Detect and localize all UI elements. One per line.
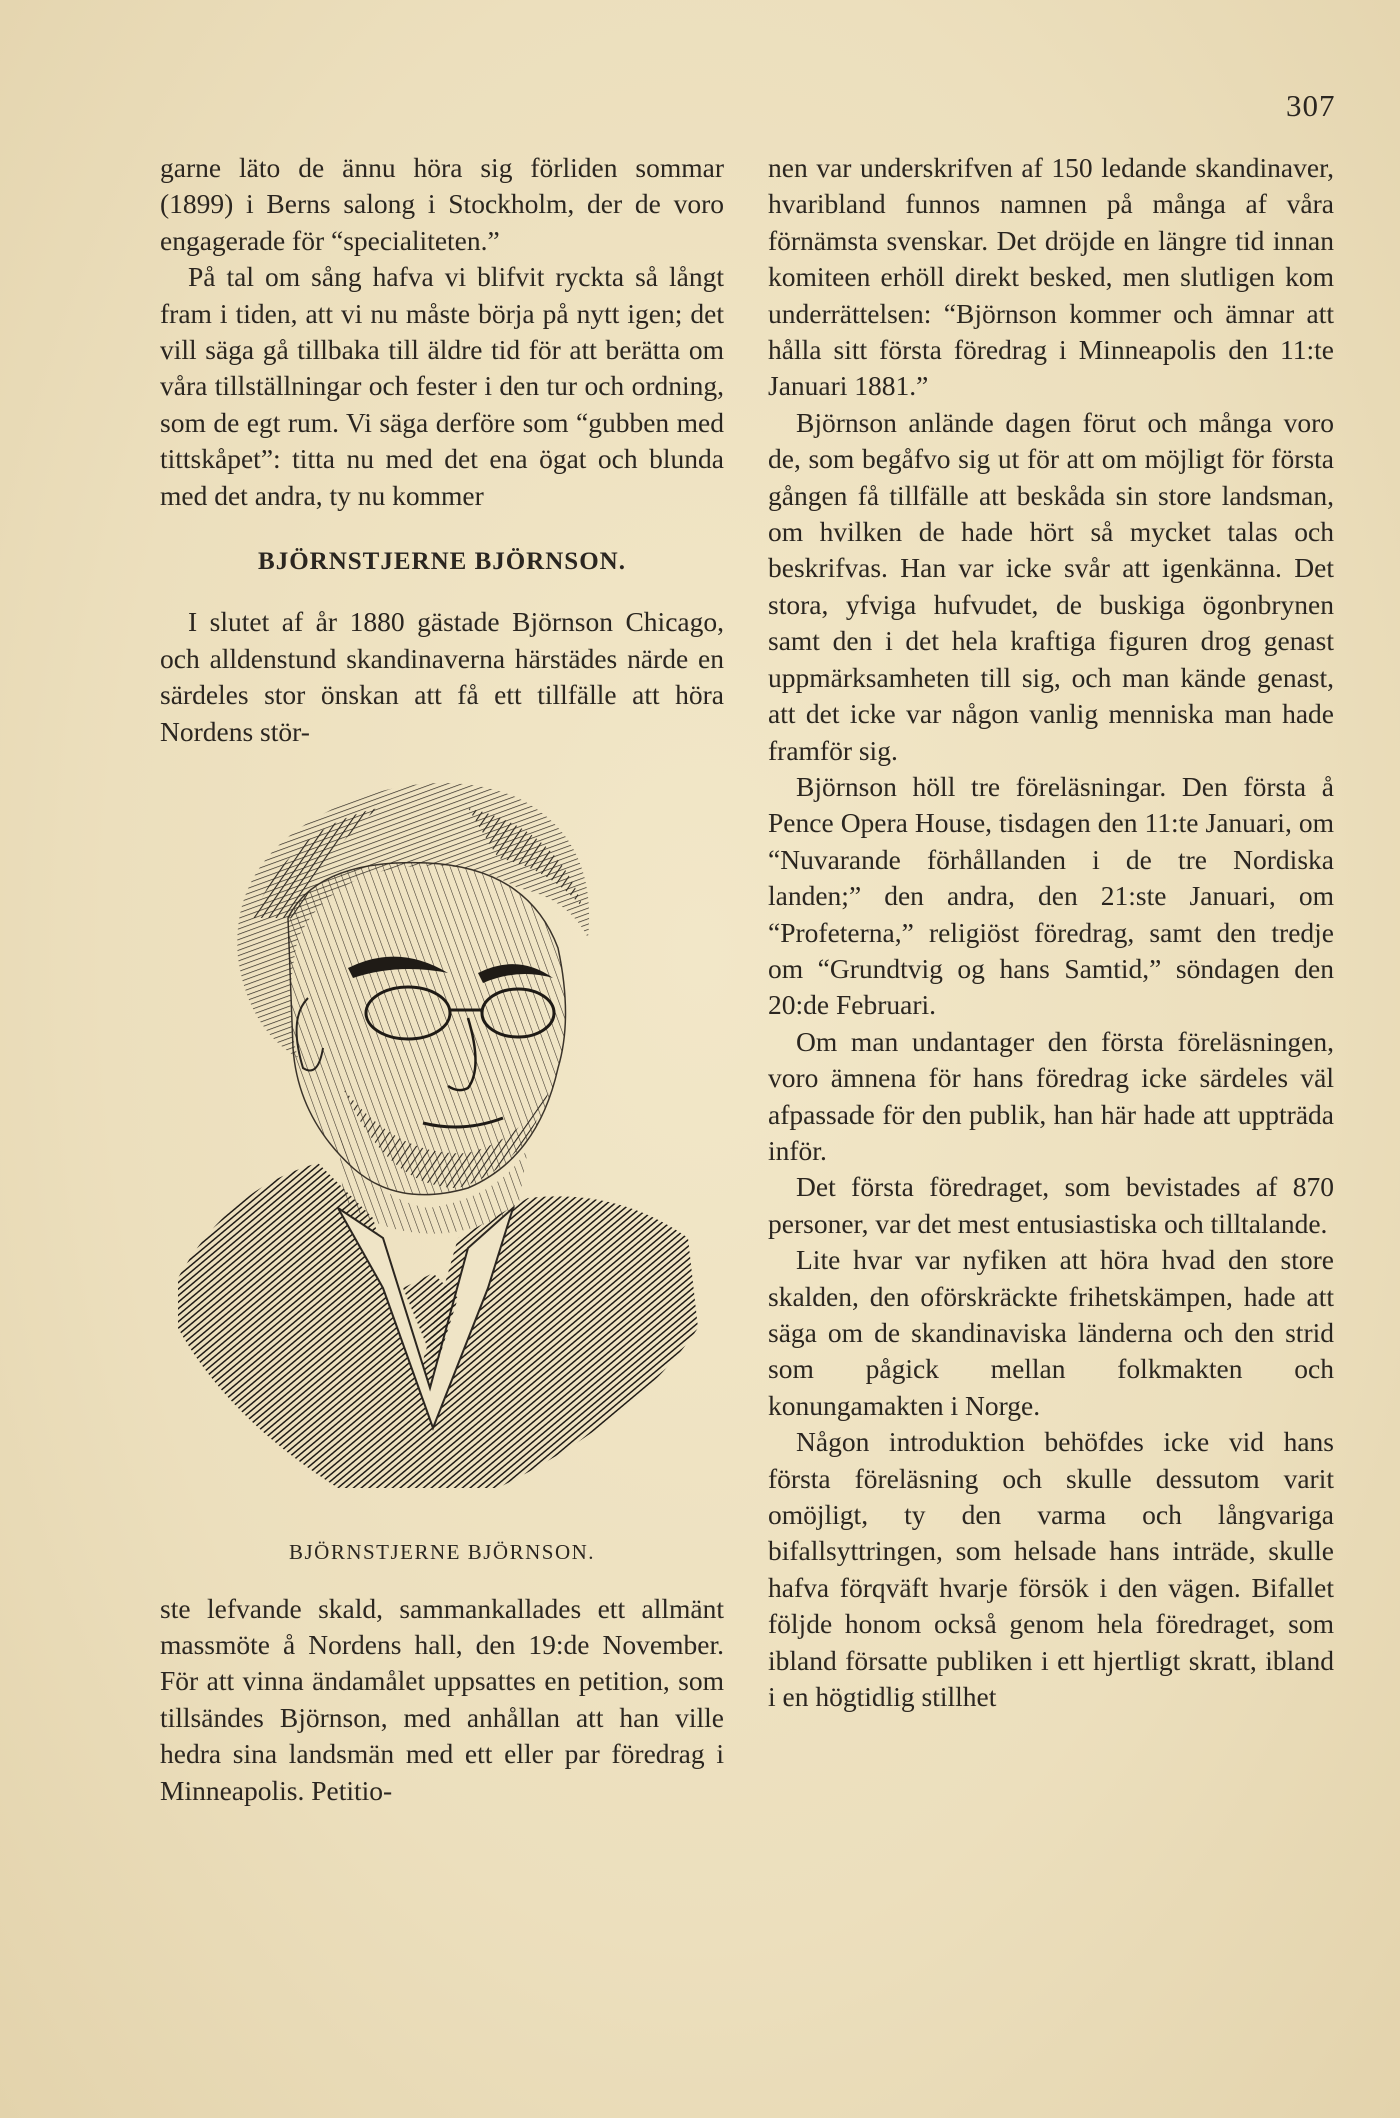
page-number: 307 <box>1286 88 1336 123</box>
right-paragraph-5: Det första föredraget, som bevistades af 870 personer, var det mest entusiastiska och tilltalande. <box>768 1171 1334 1239</box>
right-paragraph-1: nen var underskrifven af 150 ledande skandinaver, hvaribland funnos namnen på många af våra förnämsta svenskar. Det dröjde en längre tid innan komiteen erhöll direkt besked, men slutligen kom underrättelsen: “Björnson kommer och ämnar att hålla sitt första föredrag i Minneapolis den 11:te Januari 1881.” <box>768 152 1334 402</box>
section-heading: BJÖRNSTJERNE BJÖRNSON. <box>258 548 626 576</box>
right-paragraph-3: Björnson höll tre föreläsningar. Den första å Pence Opera House, tisdagen den 11:te Januari, om “Nuvarande förhållanden i de tre Nordiska landen;” den andra, den 21:ste Januari, om “Profeterna,” religiöst föredrag, samt den tredje om “Grundtvig og hans Samtid,” söndagen den 20:de Februari. <box>768 770 1334 1021</box>
left-paragraph-1: garne läto de ännu höra sig förliden sommar (1899) i Berns salong i Stockholm, der de voro engagerade för “specialiteten.” <box>160 152 724 256</box>
left-paragraph-2: På tal om sång hafva vi blifvit ryckta så långt fram i tiden, att vi nu måste börja på nytt igen; det vill säga gå tillbaka till äldre tid för att berätta om våra tillställningar och fester i den tur och ordning, som de egt rum. Vi säga derföre som “gubben med tittskåpet”: titta nu med det ena ögat och blunda med det andra, ty nu kommer <box>160 261 724 511</box>
right-paragraph-4: Om man undantager den första föreläsningen, voro ämnena för hans föredrag icke särdeles väl afpassade för den publik, han här hade att uppträda inför. <box>768 1025 1334 1166</box>
left-paragraph-3: I slutet af år 1880 gästade Björnson Chicago, och alldenstund skandinaverna härstädes närde en särdeles stor önskan att få ett tillfälle att höra Nordens stör- <box>160 606 724 747</box>
right-column <box>768 150 1334 1715</box>
portrait-engraving <box>168 768 708 1528</box>
portrait-caption: BJÖRNSTJERNE BJÖRNSON. <box>288 1540 596 1565</box>
right-paragraph-7: Någon introduktion behöfdes icke vid hans första föreläsning och skulle dessutom varit omöjligt, ty den varma och långvariga bifallsyttringen, som helsade hans inträde, skulle hafva förqväft hvarje försök i den vägen. Bifallet följde honom också genom hela föredraget, som ibland försatte publiken i ett hjertligt skratt, ibland i en högtidlig stillhet <box>768 1426 1334 1713</box>
left-paragraph-4: ste lefvande skald, sammankallades ett allmänt massmöte å Nordens hall, den 19:de November. För att vinna ändamålet uppsattes en petition, som tillsändes Björnson, med anhållan att han ville hedra sina landsmän med ett eller par föredrag i Minneapolis. Petitio- <box>160 1592 724 1806</box>
left-column <box>160 150 724 1809</box>
right-paragraph-6: Lite hvar var nyfiken att höra hvad den store skalden, den oförskräckte frihetskämpen, hade att säga om de skandinaviska länderna och den strid som pågick mellan folkmakten och konungamakten i Norge. <box>768 1244 1334 1421</box>
right-paragraph-2: Björnson anlände dagen förut och många voro de, som begåfvo sig ut för att om möjligt för första gången få tillfälle att beskåda sin store landsman, om hvilken de hade hört så mycket talas och beskrifvas. Han var icke svår att igenkänna. Det stora, yfviga hufvudet, de buskiga ögonbrynen samt den i det hela kraftiga figuren drog genast uppmärksamheten till sig, och man kände genast, att det icke var någon vanlig menniska man hade framför sig. <box>768 406 1334 766</box>
